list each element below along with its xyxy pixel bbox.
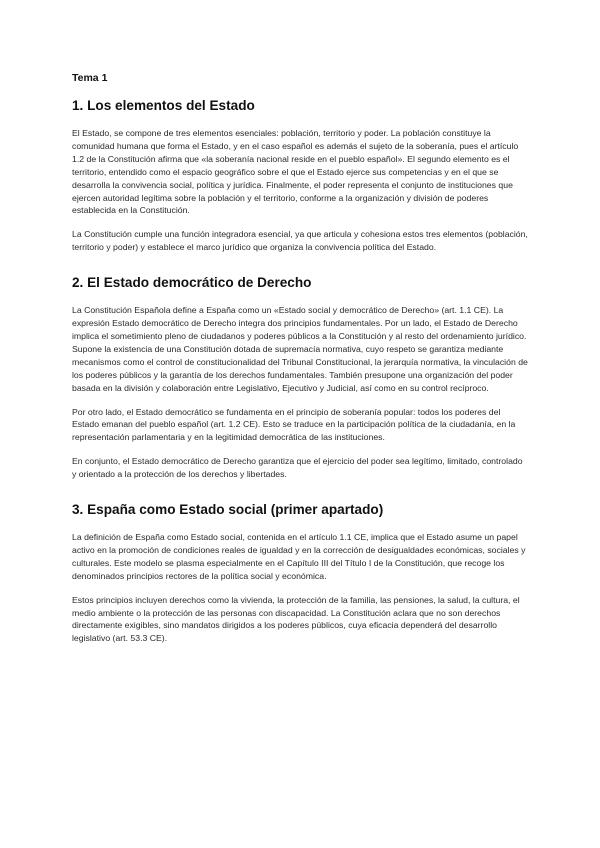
document-body [72, 72, 528, 665]
paragraph: La definición de España como Estado social, contenida en el artículo 1.1 CE, implica que el Estado asume un papel activo en la promoción de condiciones reales de igualdad y en la corrección de desigualdades económicas, sociales y culturales. Este modelo se plasma especialmente en el Capítulo III del Título I de la Constitución, que recoge los denominados principios rectores de la política social y económica. [72, 532, 526, 581]
section-estado-democratico [72, 274, 528, 481]
section-heading: 1. Los elementos del Estado [72, 98, 255, 113]
paragraph: Estos principios incluyen derechos como la vivienda, la protección de la familia, las pensiones, la salud, la cultura, el medio ambiente o la protección de las personas con discapacidad. La Constitución aclara que no son derechos directamente exigibles, sino mandatos dirigidos a los poderes públicos, cuya eficacia dependerá del desarrollo legislativo (art. 53.3 CE). [72, 594, 520, 644]
tema-label: Tema 1 [72, 72, 108, 84]
section-estado-social [72, 501, 528, 645]
section-elementos [72, 97, 528, 254]
paragraph: La Constitución cumple una función integradora esencial, ya que articula y cohesiona estos tres elementos (población, territorio y poder) y establece el marco jurídico que organiza la convivencia política del Estado. [72, 229, 528, 253]
section-heading: 2. El Estado democrático de Derecho [72, 275, 312, 291]
paragraph: El Estado, se compone de tres elementos esenciales: población, territorio y poder. La población constituye la comunidad humana que forma el Estado, y en el caso español es además el sujeto de la soberanía, pues el artículo 1.2 de la Constitución afirma que «la soberanía nacional reside en el pueblo español». El segundo elemento es el territorio, entendido como el espacio geográfico sobre el que el Estado ejerce sus competencias y en el que se desarrolla la convivencia social, política y jurídica. Finalmente, el poder representa el conjunto de instituciones que ejercen autoridad legítima sobre la población y el territorio, conforme a la organización y división de poderes establecida en la Constitución. [72, 128, 519, 216]
paragraph: Por otro lado, el Estado democrático se fundamenta en el principio de soberanía popular: todos los poderes del Estado emanan del pueblo español (art. 1.2 CE). Esto se traduce en la participación política de la ciudadanía, en la representación parlamentaria y en la legitimidad democrática de las instituciones. [72, 406, 516, 443]
paragraph: En conjunto, el Estado democrático de Derecho garantiza que el ejercicio del poder sea legítimo, limitado, controlado y orientado a la protección de los derechos y libertades. [72, 456, 523, 480]
section-heading: 3. España como Estado social (primer apartado) [72, 502, 384, 518]
paragraph: La Constitución Española define a España como un «Estado social y democrático de Derecho» (art. 1.1 CE). La expresión Estado democrático de Derecho integra dos principios fundamentales. Por un lado, el Estado de Derecho implica el sometimiento pleno de ciudadanos y poderes públicos a la Constitución y al resto del ordenamiento jurídico. Supone la existencia de una Constitución dotada de supremacía normativa, cuyo respeto se garantiza mediante mecanismos como el control de constitucionalidad del Tribunal Constitucional, la jerarquía normativa, la vinculación de los poderes públicos y la garantía de los derechos fundamentales. También presupone una organización del poder basada en la división y colaboración entre Legislativo, Ejecutivo y Judicial, así como en su control recíproco. [72, 305, 528, 393]
